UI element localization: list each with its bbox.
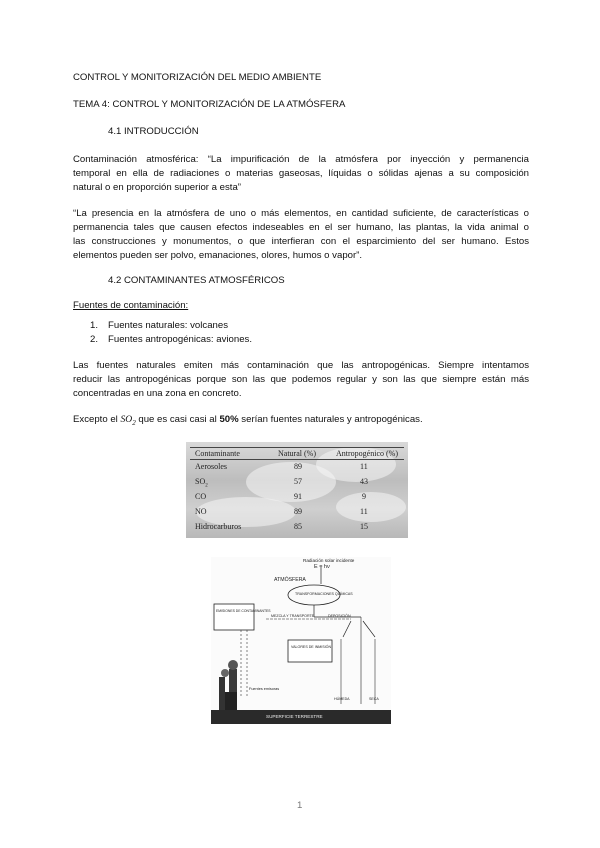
- table-header: Antropogénico (%): [336, 449, 398, 458]
- so2-paragraph: [73, 413, 423, 430]
- para2-line: elementos pueden ser polvo, emanaciones, olores, humos o vapor”.: [73, 250, 363, 261]
- table-cell-name: CO: [195, 492, 207, 501]
- table-cell-name: [195, 477, 208, 489]
- atmosphere-diagram: [211, 557, 391, 724]
- para1-line: natural o en proporción superior a esta”: [73, 182, 241, 193]
- para2-line: las construcciones y monumentos, o que interfieran con el esparcimiento del ser humano. Estos: [73, 236, 529, 247]
- sources-paragraph: [73, 359, 529, 401]
- list-number: 2.: [90, 334, 99, 345]
- para4-text: Excepto el: [73, 414, 121, 425]
- table-cell-anthro: 15: [360, 522, 368, 531]
- table-cell-natural: 91: [294, 492, 302, 501]
- percentage-bold: 50%: [219, 414, 239, 425]
- diagram-formula-label: E = hν: [314, 564, 330, 570]
- diagram-deposition-label: DEPOSICIÓN: [328, 614, 351, 618]
- section-pollutants-heading: 4.2 CONTAMINANTES ATMOSFÉRICOS: [108, 275, 285, 286]
- list-text: Fuentes antropogénicas: aviones.: [108, 334, 252, 345]
- table-cell-natural: 89: [294, 462, 302, 471]
- para1-line: Contaminación atmosférica: “La impurificación de la atmósfera por inyección y permanencia: [73, 154, 529, 165]
- chimney-1: [219, 677, 225, 710]
- table-top-rule: [190, 447, 404, 448]
- topic-heading: TEMA 4: CONTROL Y MONITORIZACIÓN DE LA ATMÓSFERA: [73, 99, 346, 110]
- definition-paragraph-1: [73, 153, 529, 195]
- table-cell-name-base: SO: [195, 477, 206, 486]
- table-cell-name: NO: [195, 507, 207, 516]
- sources-list: [90, 320, 390, 350]
- course-heading: CONTROL Y MONITORIZACIÓN DEL MEDIO AMBIENTE: [73, 72, 322, 83]
- so2-formula: [120, 414, 135, 425]
- diagram-dry-label: SECA: [369, 697, 379, 701]
- para3-line: Las fuentes naturales emiten más contaminación que las antropogénicas. Siempre intentamos: [73, 360, 529, 371]
- table-header: Natural (%): [278, 449, 316, 458]
- sources-title: Fuentes de contaminación:: [73, 300, 189, 311]
- list-text: Fuentes naturales: volcanes: [108, 320, 228, 331]
- table-cell-anthro: 11: [360, 462, 368, 471]
- table-cell-name: Hidrocarburos: [195, 522, 242, 531]
- para4-text: que es casi casi al: [135, 414, 220, 425]
- so2-formula-sub: 2: [132, 418, 136, 427]
- table-cell-anthro: 11: [360, 507, 368, 516]
- para2-line: “La presencia en la atmósfera de uno o más elementos, en cantidad suficiente, de características o: [73, 208, 529, 219]
- pollutants-table-image: [186, 442, 408, 538]
- table-header: Contaminante: [195, 449, 240, 458]
- table-cell-natural: 57: [294, 477, 302, 486]
- diagram-wet-label: HÚMEDA: [334, 697, 350, 701]
- emission-box: [214, 604, 254, 630]
- table-cell-name: Aerosoles: [195, 462, 227, 471]
- section-intro-heading: 4.1 INTRODUCCIÓN: [108, 126, 199, 137]
- para2-line: permanencia tales que causen efectos indeseables en el ser humano, las plantas, la vida animal o: [73, 222, 529, 233]
- table-header-rule: [190, 459, 404, 460]
- list-number: 1.: [90, 320, 99, 331]
- table-cell-name-sub: 2: [205, 483, 208, 489]
- diagram-transport-label: MEZCLA Y TRANSPORTE: [271, 614, 315, 618]
- table-cell-natural: 85: [294, 522, 302, 531]
- para3-line: reducir las antropogénicas porque son las que podemos regular y son las que siempre están más: [73, 374, 529, 385]
- para4-text: serían fuentes naturales y antropogénicas.: [238, 414, 423, 425]
- table-cell-anthro: 9: [362, 492, 366, 501]
- diagram-radiation-label: Radiación solar incidente: [303, 558, 355, 563]
- diagram-emission-label: EMISIONES DE CONTAMINANTES: [216, 609, 271, 613]
- diagram-atmosphere-label: ATMÓSFERA: [274, 577, 306, 583]
- diagram-ground-label: SUPERFICIE TERRESTRE: [266, 714, 323, 719]
- diagram-receptor-label: VALORES DE INMISIÓN: [291, 645, 332, 649]
- so2-formula-base: SO: [120, 414, 133, 425]
- definition-paragraph-2: [73, 207, 529, 263]
- para1-line: temporal en ella de radiaciones o materias gaseosas, líquidas o sólidas ajenas a su composición: [73, 168, 529, 179]
- diagram-source-label: Fuentes emisoras: [249, 687, 280, 691]
- table-cell-natural: 89: [294, 507, 302, 516]
- page-number: 1: [297, 800, 303, 811]
- receptor-box: [288, 640, 332, 662]
- para3-line: concentradas en una zona en concreto.: [73, 388, 242, 399]
- table-cell-anthro: 43: [360, 477, 368, 486]
- diagram-transformations-label: TRANSFORMACIONES QUÍMICAS: [295, 592, 353, 596]
